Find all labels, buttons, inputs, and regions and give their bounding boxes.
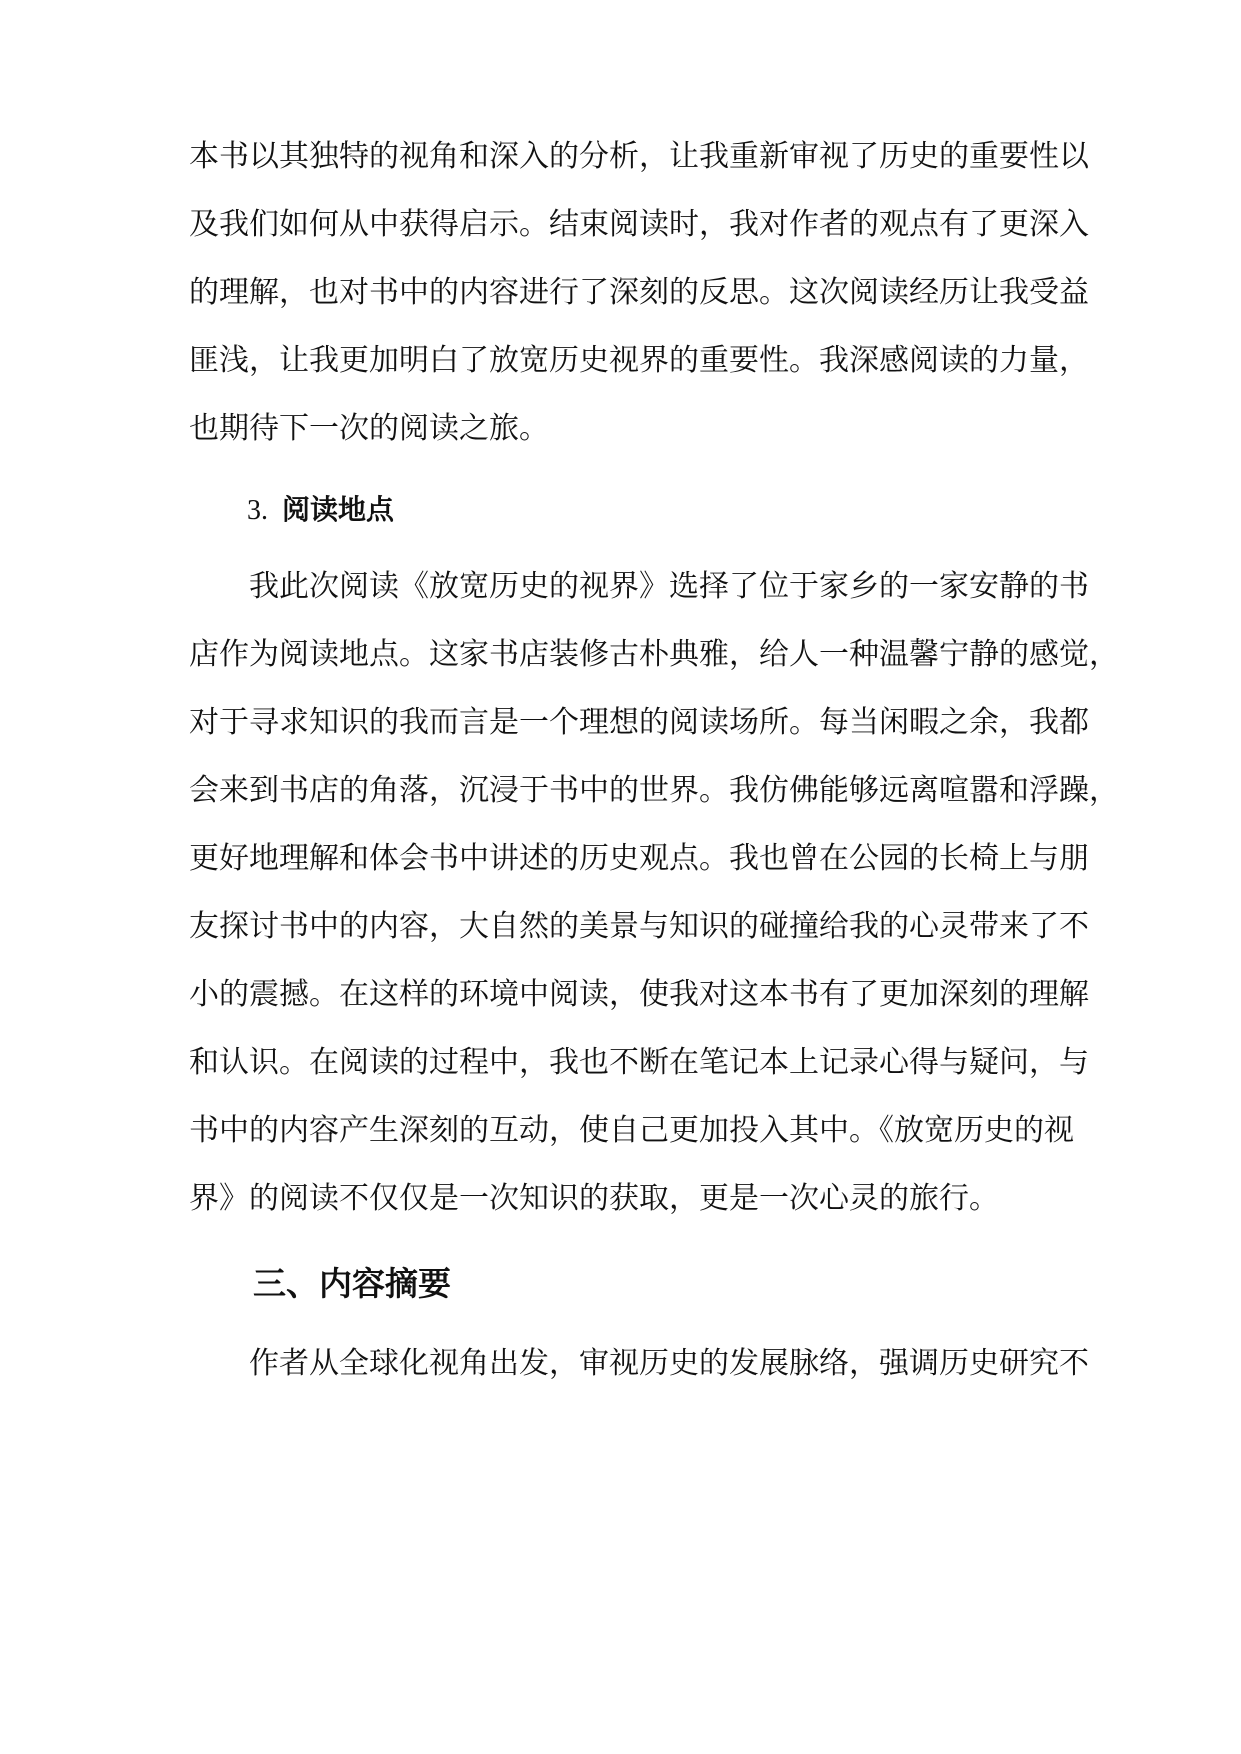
paragraph-2-line-1: 我此次阅读《放宽历史的视界》选择了位于家乡的一家安静的书 [249,569,1089,604]
paragraph-1-line-5: 也期待下一次的阅读之旅。 [189,411,549,446]
section-3-number: 3. [247,495,268,526]
paragraph-2-line-7: 小的震撼。在这样的环境中阅读，使我对这本书有了更加深刻的理解 [189,977,1089,1012]
paragraph-2-line-3: 对于寻求知识的我而言是一个理想的阅读场所。每当闲暇之余，我都 [189,705,1089,740]
paragraph-2-line-8: 和认识。在阅读的过程中，我也不断在笔记本上记录心得与疑问，与 [189,1045,1089,1080]
paragraph-1-line-2: 及我们如何从中获得启示。结束阅读时，我对作者的观点有了更深入 [189,207,1089,242]
paragraph-1-line-1: 本书以其独特的视角和深入的分析，让我重新审视了历史的重要性以 [189,139,1089,174]
paragraph-1-line-4: 匪浅，让我更加明白了放宽历史视界的重要性。我深感阅读的力量， [189,343,1089,378]
paragraph-2-line-5: 更好地理解和体会书中讲述的历史观点。我也曾在公园的长椅上与朋 [189,841,1089,876]
paragraph-2-line-6: 友探讨书中的内容，大自然的美景与知识的碰撞给我的心灵带来了不 [189,909,1089,944]
paragraph-2-line-9: 书中的内容产生深刻的互动，使自己更加投入其中。《放宽历史的视 [189,1113,1074,1148]
paragraph-2-line-2: 店作为阅读地点。这家书店装修古朴典雅，给人一种温馨宁静的感觉， [189,637,1119,672]
section-3-heading [247,490,394,531]
paragraph-2-line-4: 会来到书店的角落，沉浸于书中的世界。我仿佛能够远离喧嚣和浮躁， [189,773,1119,808]
paragraph-1-line-3: 的理解，也对书中的内容进行了深刻的反思。这次阅读经历让我受益 [189,275,1089,310]
section-3-title: 阅读地点 [282,493,395,526]
paragraph-3-line-1: 作者从全球化视角出发，审视历史的发展脉络，强调历史研究不 [249,1346,1089,1381]
section-three-heading: 三、内容摘要 [253,1264,451,1303]
paragraph-2-line-10: 界》的阅读不仅仅是一次知识的获取，更是一次心灵的旅行。 [189,1181,999,1216]
